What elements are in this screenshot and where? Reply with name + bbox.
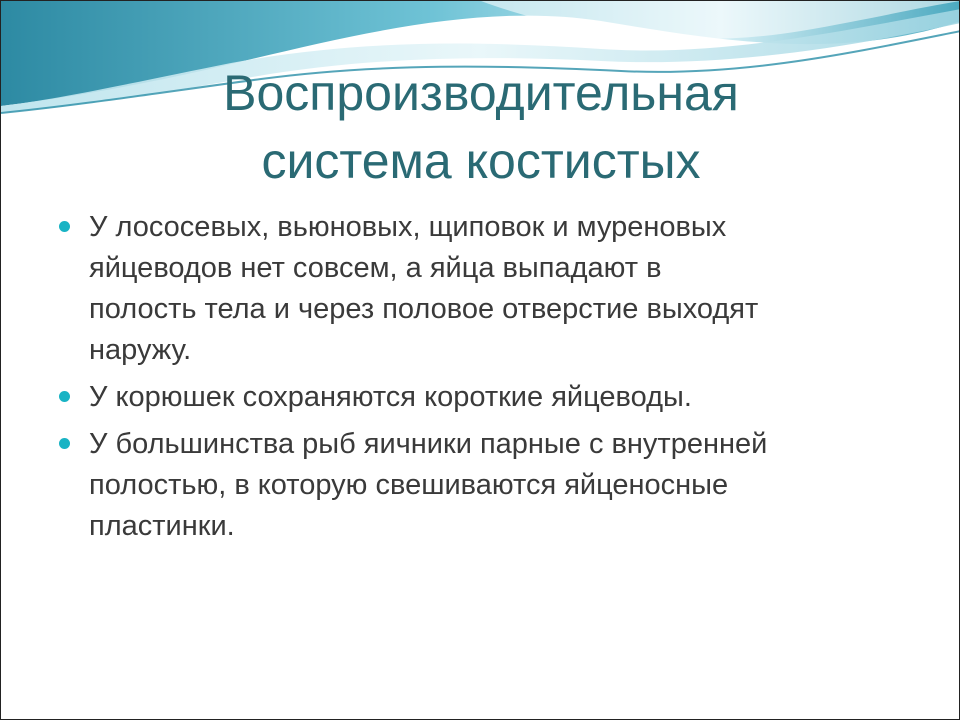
bullet-list (59, 207, 919, 553)
bullet-item (59, 207, 919, 371)
bullet-item (59, 377, 919, 418)
bullet-line: яйцеводов нет совсем, а яйца выпадают в (89, 252, 662, 284)
bullet-line: полостью, в которую свешиваются яйценосные (89, 469, 729, 501)
bullet-line: У корюшек сохраняются короткие яйцеводы. (89, 381, 692, 413)
title-line: Воспроизводительная (223, 65, 739, 121)
bullet-item (59, 424, 919, 547)
bullet-line: У большинства рыб яичники парные с внутренней (89, 428, 768, 460)
bullet-line: полость тела и через половое отверстие выходят (89, 293, 759, 325)
bullet-dot-icon (59, 438, 70, 449)
bullet-line: пластинки. (89, 510, 235, 542)
bullet-dot-icon (59, 221, 70, 232)
bullet-dot-icon (59, 391, 70, 402)
slide-title (41, 59, 921, 195)
bullet-line: наружу. (89, 334, 192, 366)
bullet-line: У лососевых, вьюновых, щиповок и муреновых (89, 211, 727, 243)
title-line: система костистых (261, 133, 701, 189)
